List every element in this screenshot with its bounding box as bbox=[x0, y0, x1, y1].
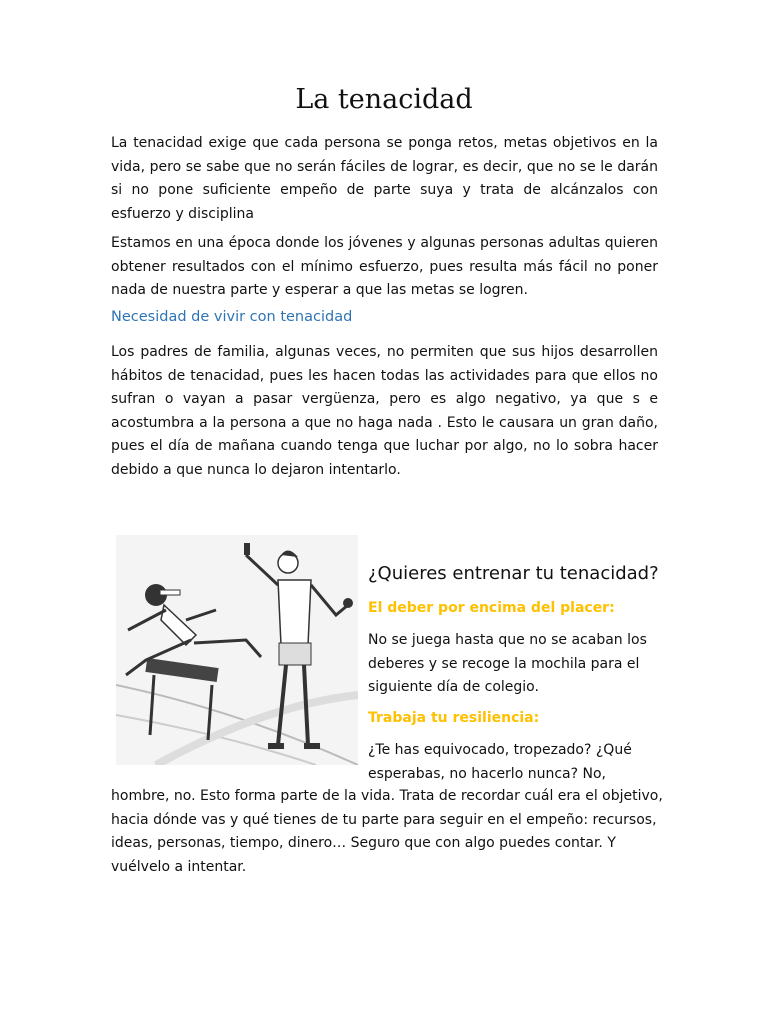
tip-body-deber: No se juega hasta que no se acaban los deberes y se recoge la mochila para el siguiente día de colegio. bbox=[368, 632, 647, 695]
tip-heading-deber: El deber por encima del placer: bbox=[368, 600, 615, 616]
section-heading-necesidad: Necesidad de vivir con tenacidad bbox=[111, 309, 353, 325]
section-heading-entrenar: ¿Quieres entrenar tu tenacidad? bbox=[368, 563, 659, 584]
intro-paragraph-1: La tenacidad exige que cada persona se ponga retos, metas objetivos en la vida, pero se sabe que no serán fáciles de lograr, es decir, que no se le darán si no pone suficiente empeño de parte suya y trata de alcánzalos con esfuerzo y disciplina bbox=[111, 135, 658, 222]
tip-body-resiliencia-start: ¿Te has equivocado, tropezado? ¿Qué esperabas, no hacerlo nunca? No, bbox=[368, 742, 632, 782]
hurdle-race-drawing bbox=[116, 535, 358, 765]
tip-body-resiliencia-rest: hombre, no. Esto forma parte de la vida. Trata de recordar cuál era el objetivo, hacia dónde vas y qué tienes de tu parte para seguir en el empeño: recursos, ideas, personas, tiempo, dinero… Seguro que con algo puedes contar. Y vuélvelo a intentar. bbox=[111, 788, 663, 875]
tip-heading-resiliencia: Trabaja tu resiliencia: bbox=[368, 710, 540, 726]
intro-paragraph-2: Estamos en una época donde los jóvenes y algunas personas adultas quieren obtener resultados con el mínimo esfuerzo, pues resulta más fácil no poner nada de nuestra parte y esperar a que las metas se logren. bbox=[111, 235, 658, 298]
section-paragraph-necesidad: Los padres de familia, algunas veces, no permiten que sus hijos desarrollen hábitos de tenacidad, pues les hacen todas las actividades para que ellos no sufran o vayan a pasar vergüenza, pero es algo negativo, ya que s e acostumbra a la persona a que no haga nada . Esto le causara un gran daño, pues el día de mañana cuando tenga que luchar por algo, no lo sobra hacer debido a que nunca lo dejaron intentarlo. bbox=[111, 344, 658, 478]
hurdle-race-illustration bbox=[116, 535, 358, 765]
page-title: La tenacidad bbox=[295, 84, 473, 115]
